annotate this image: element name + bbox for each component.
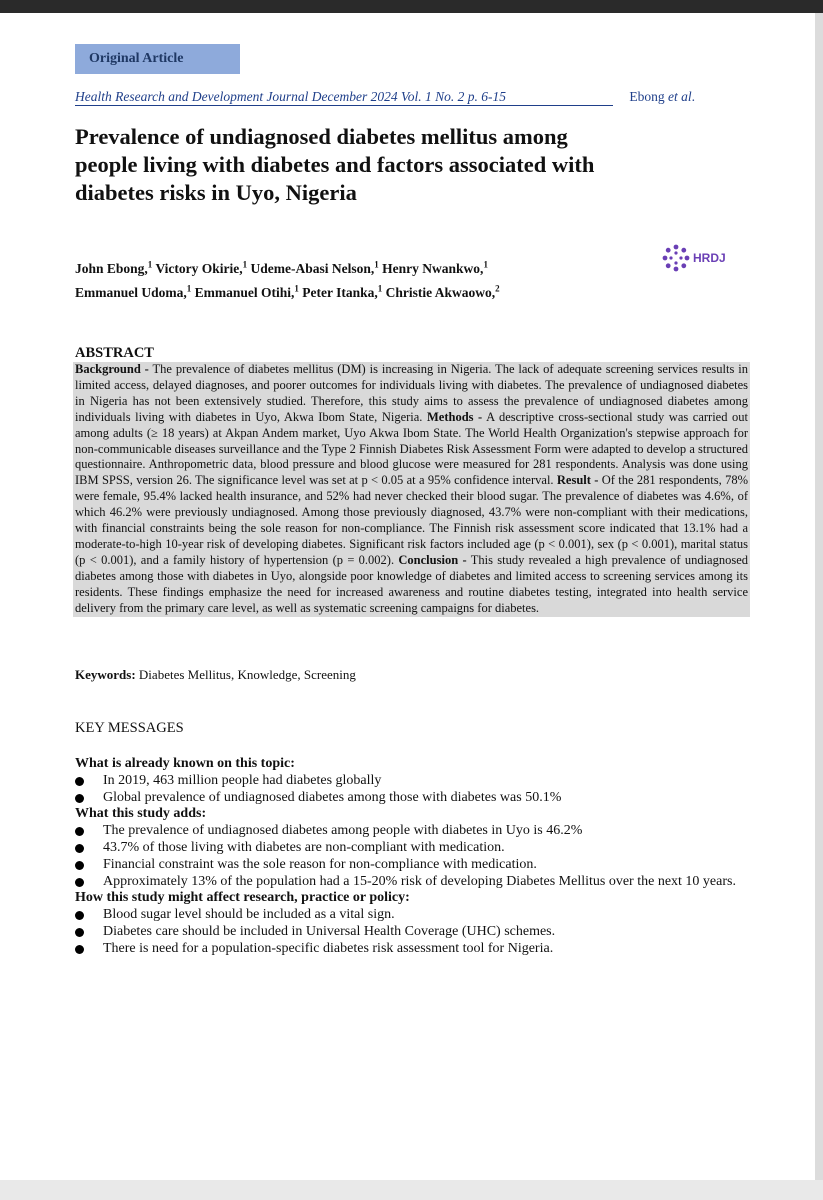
running-author-et-al: et al [668, 89, 692, 104]
abstract-body [73, 362, 750, 617]
background-label: Background - [75, 362, 149, 376]
bullet-icon [75, 827, 84, 836]
methods-label: Methods - [426, 409, 483, 424]
hrdj-logo [661, 243, 729, 273]
list-item: Diabetes care should be included in Universal Health Coverage (UHC) schemes. [75, 924, 765, 941]
bullet-icon [75, 945, 84, 954]
bullet-icon [75, 844, 84, 853]
article-type-badge: Original Article [75, 44, 240, 74]
article-title: Prevalence of undiagnosed diabetes mellitus among people living with diabetes and factors associated with diabetes risks in Uyo, Nigeria [75, 124, 595, 205]
abstract-heading: ABSTRACT [75, 345, 154, 361]
window-top-bar [0, 0, 823, 13]
keywords-text: Diabetes Mellitus, Knowledge, Screening [135, 667, 356, 682]
keywords [75, 667, 356, 683]
conclusion-text: This study revealed a high prevalence of undiagnosed diabetes among those with diabetes in Uyo, alongside poor knowledge of diabetes and limited access to screening services among its residents. These findings emphasize the need for increased awareness and routine diabetes testing, integrated into health service delivery from the primary care level, as well as systematic screening campaigns for diabetes. [75, 552, 749, 615]
author: Udeme-Abasi Nelson,$^1$ [250, 259, 379, 276]
list-item: Global prevalence of undiagnosed diabetes among those with diabetes was 50.1% [75, 790, 765, 807]
list-item: 43.7% of those living with diabetes are non-compliant with medication. [75, 840, 765, 857]
result-text: Of the 281 respondents, 78% were female, 95.4% lacked health insurance, and 52% had never checked their blood sugar. The prevalence of diabetes was 4.6%, of which 46.2% were previously undiagnosed. Among those previously diagnosed, 43.7% were non-compliant with their medications, with financial constraints being the sole reason for non-compliance. The Finnish risk assessment score indicated that 13.1% had a moderate-to-high 10-year risk of developing diabetes. Significant risk factors included age (p < 0.001), sex (p < 0.001), marital status (p < 0.001), and a family history of hypertension (p = 0.002). [75, 473, 748, 567]
author-list [75, 254, 635, 303]
page-edge [815, 13, 823, 1180]
bullet-icon [75, 928, 84, 937]
author: Emmanuel Otihi,$^1$ [194, 283, 299, 300]
author: Emmanuel Udoma,$^1$ [75, 283, 192, 300]
background-text: The prevalence of diabetes mellitus (DM) is increasing in Nigeria. The lack of adequate screening services results in limited access, delayed diagnoses, and poorer outcomes for individuals living with diabetes. The prevalence of undiagnosed diabetes in Nigeria has not been extensively studied. Therefore, this study aims to assess the prevalence of undiagnosed diabetes among individuals living with diabetes in Uyo, Akwa Ibom State, Nigeria. [75, 362, 748, 424]
running-author-name: Ebong [629, 89, 668, 104]
adds-list [75, 823, 765, 890]
bullet-icon [75, 861, 84, 870]
keywords-label: Keywords: [75, 667, 136, 682]
affect-heading: How this study might affect research, practice or policy: [75, 890, 410, 906]
list-item: The prevalence of undiagnosed diabetes among people with diabetes in Uyo is 46.2% [75, 823, 765, 840]
list-item: There is need for a population-specific diabetes risk assessment tool for Nigeria. [75, 941, 765, 958]
bullet-icon [75, 794, 84, 803]
known-heading: What is already known on this topic: [75, 756, 295, 771]
bullet-icon [75, 911, 84, 920]
running-author [629, 89, 695, 105]
list-item: Blood sugar level should be included as a vital sign. [75, 907, 765, 924]
adds-heading: What this study adds: [75, 806, 207, 822]
author: Christie Akwaowo,$^2$ [385, 283, 500, 300]
hrdj-flower-icon [661, 243, 691, 273]
list-item: Financial constraint was the sole reason for non-compliance with medication. [75, 857, 765, 874]
key-messages-heading: KEY MESSAGES [75, 720, 184, 736]
known-list [75, 773, 765, 807]
author: Peter Itanka,$^1$ [302, 283, 383, 300]
author: Victory Okirie,$^1$ [155, 259, 248, 276]
viewer-background [0, 1180, 823, 1200]
list-item: Approximately 13% of the population had a 15-20% risk of developing Diabetes Mellitus over the next 10 years. [75, 874, 765, 891]
bullet-icon [75, 777, 84, 786]
methods-text: A descriptive cross-sectional study was carried out among adults (≥ 18 years) at Akpan Andem market, Uyo Akwa Ibom State. The World Health Organization's stepwise approach for non-communicable diseases surveillance and the Type 2 Finnish Diabetes Risk Assessment Form were adapted to develop a structured questionnaire. Anthropometric data, blood pressure and blood glucose were measured for 281 respondents. Analysis was done using IBM SPSS, version 26. The significance level was set at p < 0.05 at a 95% confidence interval. [75, 409, 748, 488]
key-messages [75, 756, 765, 958]
logo-text: HRDJ [693, 251, 726, 265]
journal-running-header [75, 89, 695, 106]
running-author-period: . [691, 89, 695, 104]
conclusion-label: Conclusion - [398, 552, 467, 567]
affect-list [75, 907, 765, 957]
author: Henry Nwankwo,$^1$ [382, 259, 488, 276]
journal-citation: Health Research and Development Journal December 2024 Vol. 1 No. 2 p. 6-15 [75, 89, 613, 106]
author: John Ebong,$^1$ [75, 259, 153, 276]
list-item: In 2019, 463 million people had diabetes globally [75, 773, 765, 790]
result-label: Result - [556, 473, 599, 488]
bullet-icon [75, 878, 84, 887]
